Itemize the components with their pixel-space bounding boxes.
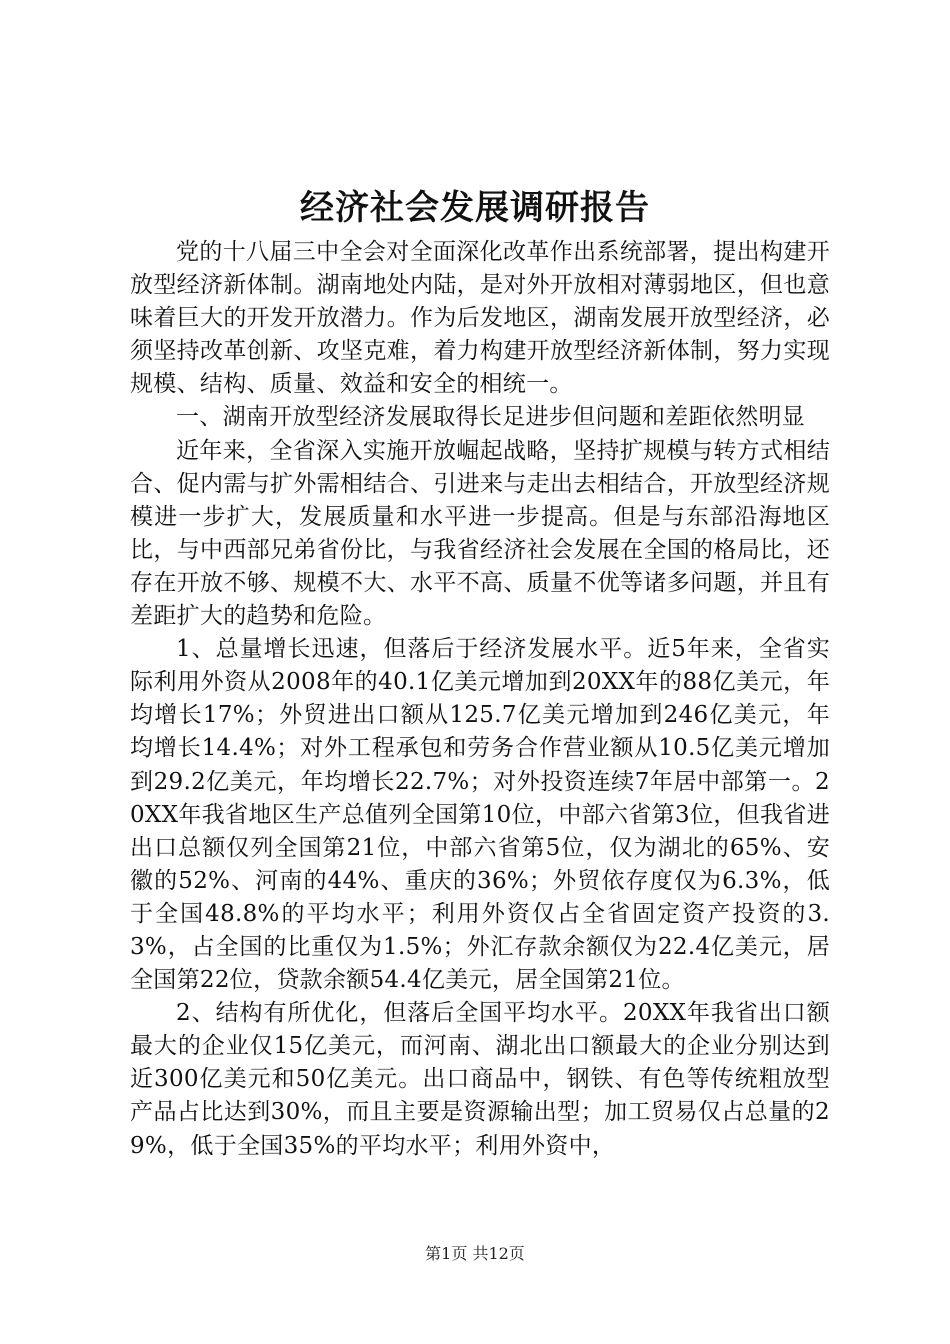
document-body — [130, 236, 830, 1163]
paragraph-point-2: 2、结构有所优化，但落后全国平均水平。20XX年我省出口额最大的企业仅15亿美元，而河南、湖北出口额最大的企业分别达到近300亿美元和50亿美元。出口商品中，钢铁、有色等传统粗放型产品占比达到30%，而且主要是资源输出型；加工贸易仅占总量的29%，低于全国35%的平均水平；利用外资中， — [130, 1000, 830, 1159]
page-footer: 第1页 共12页 — [425, 1244, 525, 1263]
document-title: 经济社会发展调研报告 — [300, 188, 650, 228]
section-heading-1: 一、湖南开放型经济发展取得长足进步但问题和差距依然明显 — [176, 404, 806, 431]
paragraph-point-1: 1、总量增长迅速，但落后于经济发展水平。近5年来，全省实际利用外资从2008年的40.1亿美元增加到20XX年的88亿美元，年均增长17%；外贸进出口额从125.7亿美元增加到246亿美元，年均增长14.4%；对外工程承包和劳务合作营业额从10.5亿美元增加到29.2亿美元，年均增长22.7%；对外投资连续7年居中部第一。20XX年我省地区生产总值列全国第10位，中部六省第3位，但我省进出口总额仅列全国第21位，中部六省第5位，仅为湖北的65%、安徽的52%、河南的44%、重庆的36%；外贸依存度仅为6.3%，低于全国48.8%的平均水平；利用外资仅占全省固定资产投资的3.3%，占全国的比重仅为1.5%；外汇存款余额仅为22.4亿美元，居全国第22位，贷款余额54.4亿美元，居全国第21位。 — [130, 636, 830, 994]
paragraph-intro: 党的十八届三中全会对全面深化改革作出系统部署，提出构建开放型经济新体制。湖南地处内陆，是对外开放相对薄弱地区，但也意味着巨大的开发开放潜力。作为后发地区，湖南发展开放型经济，必须坚持改革创新、攻坚克难，着力构建开放型经济新体制，努力实现规模、结构、质量、效益和安全的相统一。 — [130, 239, 830, 398]
paragraph-overview: 近年来，全省深入实施开放崛起战略，坚持扩规模与转方式相结合、促内需与扩外需相结合、引进来与走出去相结合，开放型经济规模进一步扩大，发展质量和水平进一步提高。但是与东部沿海地区比，与中西部兄弟省份比，与我省经济社会发展在全国的格局比，还存在开放不够、规模不大、水平不高、质量不优等诸多问题，并且有差距扩大的趋势和危险。 — [130, 437, 830, 630]
